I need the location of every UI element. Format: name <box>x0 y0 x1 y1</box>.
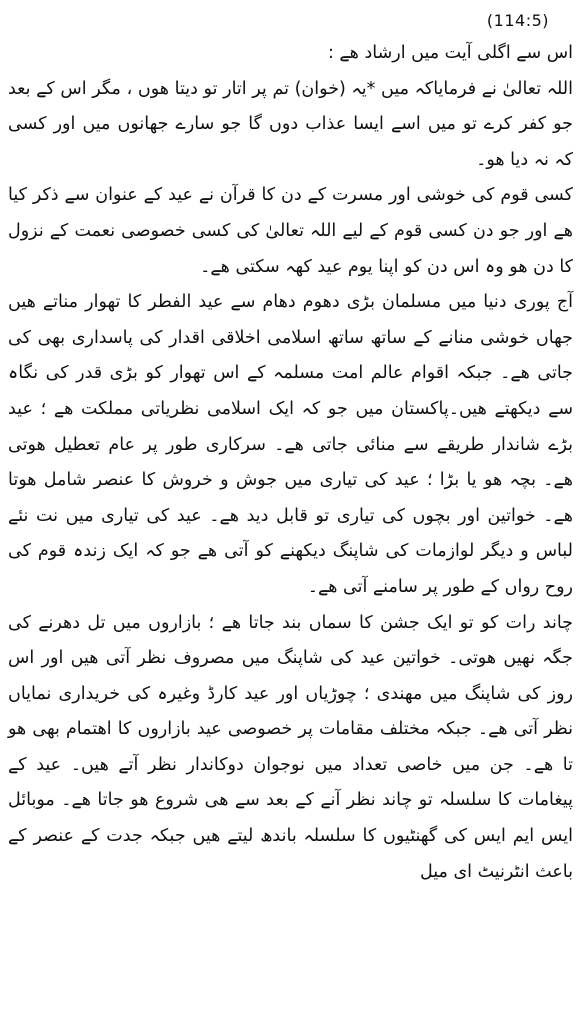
paragraph-5: چاند رات کو تو ایک جشن کا سماں بند جاتا ھے ؛ بازاروں میں تل دھرنے کی جگہ نھیں ھوتی۔ خواتین عید کی شاپنگ میں مصروف نظر آتی ھیں اور اس روز کی شاپنگ میں مھندی ؛ چوڑیاں اور عید کارڈ وغیرہ کی خریداری نمایاں نظر آتی ھے۔ جبکہ مختلف مقامات پر خصوصی عید بازاروں کا اھتمام بھی ھو تا ھے۔ جن میں خاصی تعداد میں نوجوان دوکاندار نظر آتے ھیں۔ عید کے پیغامات کا سلسلہ تو چاند نظر آنے کے بعد سے ھی شروع ھو جاتا ھے۔ موبائل ایس ایم ایس کی گھنٹیوں کا سلسلہ باندھ لیتے ھیں جبکہ جدت کے عنصر کے باعث انٹرنیٹ ای میل <box>8 612 573 882</box>
paragraph-3: کسی قوم کی خوشی اور مسرت کے دن کا قرآن نے عید کے عنوان سے ذکر کیا ھے اور جو دن کسی قوم کے لیے اللہ تعالیٰ کی کسی خصوصی نعمت کے نزول کا دن ھو وہ اس دن کو اپنا یوم عید کھہ سکتی ھے۔ <box>8 185 573 277</box>
paragraph-2: اللہ تعالیٰ نے فرمایاکہ میں *یہ (خوان) تم پر اتار تو دیتا ھوں ، مگر اس کے بعد جو کفر کرے تو میں اسے ایسا عذاب دوں گا جو سارے جھانوں میں اور کسی کہ نہ دیا ھو۔ <box>8 78 573 170</box>
verse-reference: (114:5) <box>486 11 549 30</box>
paragraph-4: آج پوری دنیا میں مسلمان بڑی دھوم دھام سے عید الفطر کا تھوار مناتے ھیں جھاں خوشی منانے کے ساتھ ساتھ اسلامی اخلاقی اقدار کی پاسداری بھی کی جاتی ھے۔ جبکہ اقوام عالم امت مسلمہ کے اس تھوار کو بڑی قدر کی نگاہ سے دیکھتے ھیں۔پاکستان میں جو کہ ایک اسلامی نظریاتی مملکت ھے ؛ عید بڑے شاندار طریقے سے منائی جاتی ھے۔ سرکاری طور پر عام تعطیل ھوتی ھے۔ بچہ ھو یا بڑا ؛ عید کی تیاری میں جوش و خروش کا عنصر شامل ھوتا ھے۔ خواتین اور بچوں کی تیاری تو قابل دید ھے۔ عید کی تیاری میں نت نئے لباس و دیگر لوازمات کی شاپنگ دیکھنے کو آتی ھے جو کہ ایک زندہ قوم کی روح رواں کے طور پر سامنے آتی ھے۔ <box>8 292 573 597</box>
document-body <box>8 36 573 890</box>
paragraph-1: اس سے اگلی آیت میں ارشاد ھے : <box>327 43 573 63</box>
